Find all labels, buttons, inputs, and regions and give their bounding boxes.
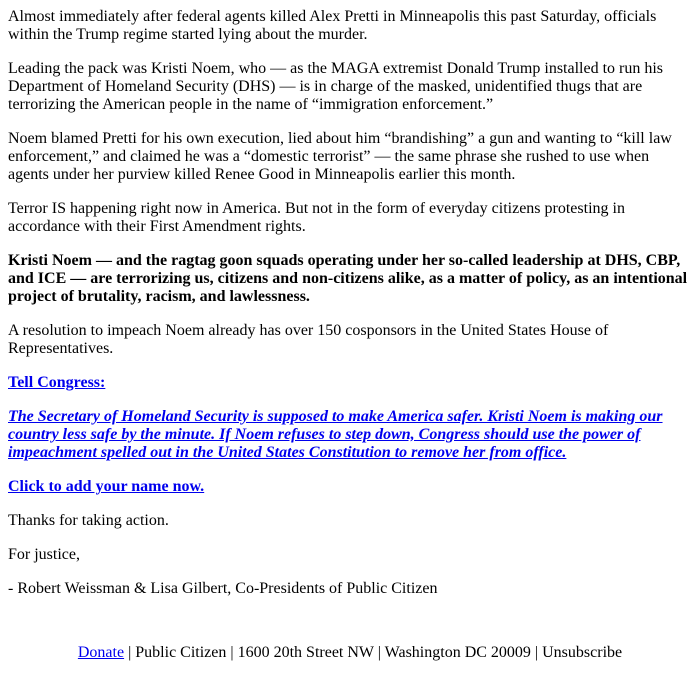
- email-body: [8, 8, 692, 662]
- footer: [8, 644, 692, 662]
- add-your-name-link[interactable]: Click to add your name now.: [8, 478, 205, 495]
- paragraph-signature: - Robert Weissman & Lisa Gilbert, Co-Presidents of Public Citizen: [8, 580, 438, 597]
- footer-street-address: 1600 20th Street NW: [237, 644, 374, 661]
- footer-separator: |: [534, 644, 539, 661]
- paragraph-noem-blamed: Noem blamed Pretti for his own execution, lied about him “brandishing” a gun and wanting to “kill law enforcement,” and claimed he was a “domestic terrorist” — the same phrase she rushed to use when agents under her purview killed Renee Good in Minneapolis earlier this month.: [8, 130, 672, 183]
- petition-statement-link[interactable]: The Secretary of Homeland Security is supposed to make America safer. Kristi Noem is making our country less safe by the minute. If Noem refuses to step down, Congress should use the power of impeachment spelled out in the United States Constitution to remove her from office.: [8, 408, 663, 461]
- footer-separator: |: [128, 644, 132, 661]
- paragraph-bold-statement: Kristi Noem — and the ragtag goon squads operating under her so-called leadership at DHS, CBP, and ICE — are terrorizing us, citizens and non-citizens alike, as a matter of policy, as an intentional project of brutality, racism, and lawlessness.: [8, 252, 688, 305]
- paragraph-closing: For justice,: [8, 546, 80, 563]
- footer-separator: |: [377, 644, 381, 661]
- tell-congress-link[interactable]: Tell Congress:: [8, 374, 106, 391]
- add-name-line: [8, 478, 692, 496]
- paragraph-leading-pack: Leading the pack was Kristi Noem, who — as the MAGA extremist Donald Trump installed to run his Department of Homeland Security (DHS) — is in charge of the masked, unidentified thugs that are terrorizing the American people in the name of “immigration enforcement.”: [8, 60, 664, 113]
- footer-org-name: Public Citizen: [135, 644, 227, 661]
- donate-link[interactable]: Donate: [77, 644, 125, 661]
- paragraph-terror: Terror IS happening right now in America. But not in the form of everyday citizens protesting in accordance with their First Amendment rights.: [8, 200, 625, 235]
- paragraph-resolution: A resolution to impeach Noem already has over 150 cosponsors in the United States House of Representatives.: [8, 322, 609, 357]
- footer-unsubscribe-text: Unsubscribe: [542, 644, 623, 661]
- paragraph-intro: Almost immediately after federal agents killed Alex Pretti in Minneapolis this past Saturday, officials within the Trump regime started lying about the murder.: [8, 8, 657, 43]
- paragraph-thanks: Thanks for taking action.: [8, 512, 169, 529]
- footer-city-zip: Washington DC 20009: [384, 644, 531, 661]
- petition-statement-line: [8, 408, 692, 462]
- footer-separator: |: [230, 644, 234, 661]
- tell-congress-line: [8, 374, 692, 392]
- email-content: [8, 8, 692, 662]
